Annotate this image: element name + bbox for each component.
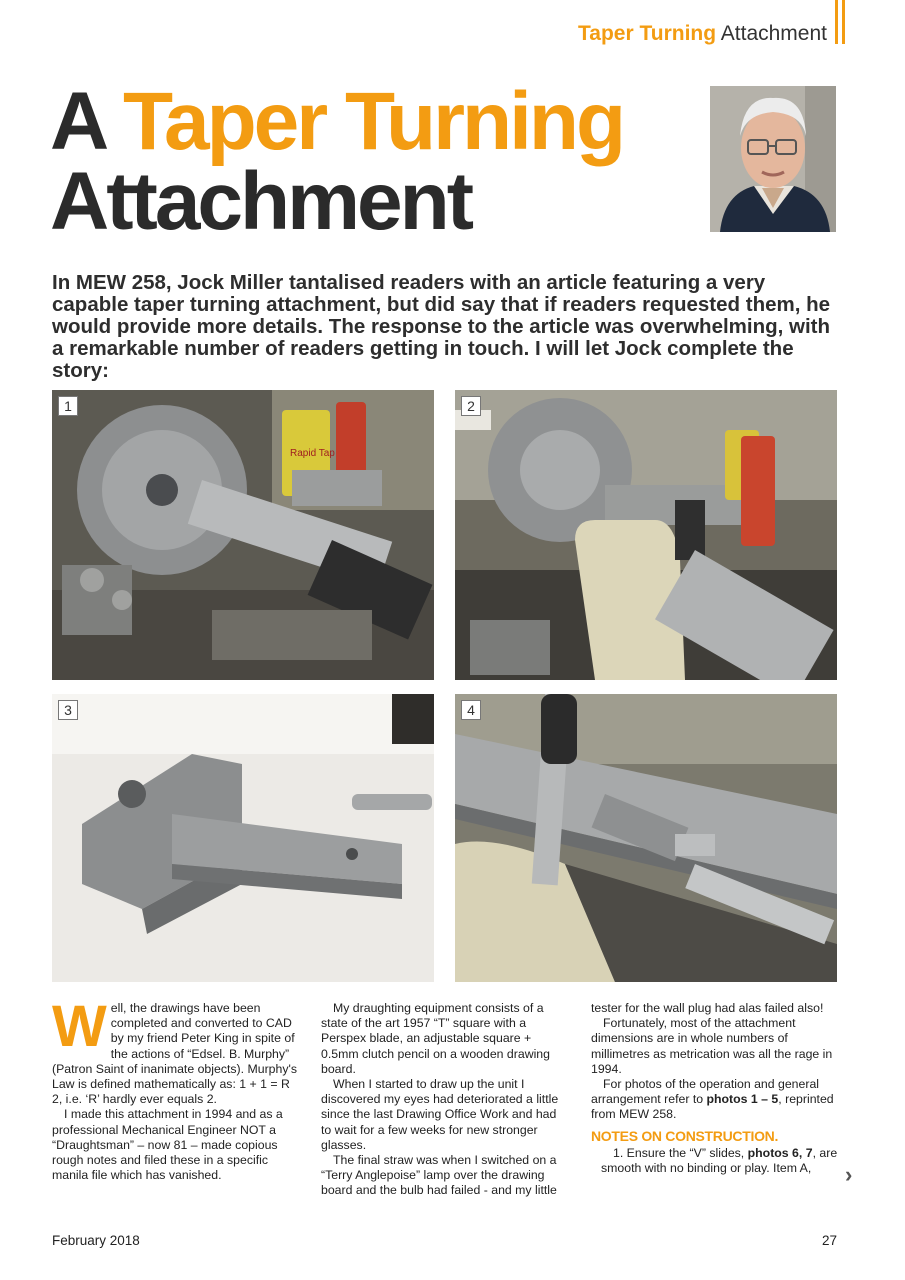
notes-item-1-text-a: 1. Ensure the “V” slides,	[613, 1145, 748, 1160]
notes-item-1	[591, 1146, 839, 1176]
article-title	[50, 76, 624, 247]
continue-arrow-icon: ›	[845, 1162, 853, 1187]
column1-paragraph-1	[52, 994, 300, 1107]
photo-2-image	[455, 390, 837, 680]
column2-paragraph-2: When I started to draw up the unit I discovered my eyes had deteriorated a little since the last Drawing Office Work and had to wait for a few weeks for new stronger glasses.	[321, 1077, 559, 1152]
photo-2	[455, 390, 837, 680]
photo-3	[52, 694, 434, 982]
body-column-1	[52, 994, 300, 1183]
column2-paragraph-1: My draughting equipment consists of a state of the art 1957 “T” square with a Perspex blade, an adjustable square + 0.5mm clutch pencil on a wooden drawing board.	[321, 1001, 550, 1076]
column3-p3-text-a: For photos of the operation and general arrangement refer to	[591, 1077, 820, 1107]
title-accent: Taper Turning	[122, 76, 624, 167]
column3-paragraph-2: Fortunately, most of the attachment dimensions are in whole numbers of millimetres as metrication was all the rage in 1994.	[591, 1016, 833, 1076]
column3-paragraph-3	[591, 1077, 839, 1123]
column2-paragraph-3: The final straw was when I switched on a “Terry Anglepoise” lamp over the drawing board and the bulb had failed - and my little	[321, 1153, 557, 1198]
photo-3-image	[52, 694, 434, 982]
title-line2: Attachment	[50, 156, 472, 247]
author-portrait	[710, 86, 836, 232]
column3-paragraph-1: tester for the wall plug had alas failed also!	[591, 1001, 824, 1015]
photo-2-number: 2	[461, 396, 481, 416]
title-prefix: A	[50, 76, 104, 167]
photo-1-number: 1	[58, 396, 78, 416]
column1-paragraph-2: I made this attachment in 1994 and as a professional Mechanical Engineer NOT a “Draughtsman” – now 81 – made copious rough notes and filed these in a specific manila file which has vanished.	[52, 1107, 283, 1183]
photo-1-image	[52, 390, 434, 680]
column3-p3-text-c: , reprinted from MEW 258.	[591, 1092, 834, 1122]
running-header-accent: Taper Turning	[578, 22, 717, 45]
header-accent-bars	[835, 0, 847, 44]
page-number: 27	[821, 1233, 837, 1248]
section-heading-notes: NOTES ON CONSTRUCTION.	[591, 1127, 779, 1144]
running-header-rest: Attachment	[720, 22, 827, 45]
footer-date: February 2018	[52, 1233, 140, 1248]
body-column-3	[591, 1001, 839, 1176]
column1-paragraph-1-text: ell, the drawings have been completed and converted to CAD by my friend Peter King in spite of the actions of “Edsel. B. Murphy” (Patron Saint of inanimate objects). Murphy's Law is defined mathematically as: 1 + 1 = R 2, i.e. ‘R’ hardly ever equals 2.	[52, 1001, 297, 1107]
body-column-2	[321, 1001, 569, 1199]
author-portrait-image	[710, 86, 836, 232]
photo-4	[455, 694, 837, 982]
drop-cap: W	[52, 994, 107, 1059]
column3-p3-bold: photos 1 – 5	[706, 1092, 779, 1107]
notes-item-1-bold: photos 6, 7	[747, 1145, 813, 1160]
photo-4-image	[455, 694, 837, 982]
notes-item-1-text-c: , are smooth with no binding or play. Item A,	[601, 1145, 838, 1176]
rapid-tap-can-label: Rapid Tap	[290, 448, 335, 459]
photo-1	[52, 390, 434, 680]
photo-4-number: 4	[461, 700, 481, 720]
running-header	[578, 22, 827, 46]
intro-standfirst: In MEW 258, Jock Miller tantalised readers with an article featuring a very capable taper turning attachment, but did say that if readers requested them, he would provide more details. The response to the article was overwhelming, with a remarkable number of readers getting in touch. I will let Jock complete the story:	[52, 271, 831, 382]
photo-3-number: 3	[58, 700, 78, 720]
